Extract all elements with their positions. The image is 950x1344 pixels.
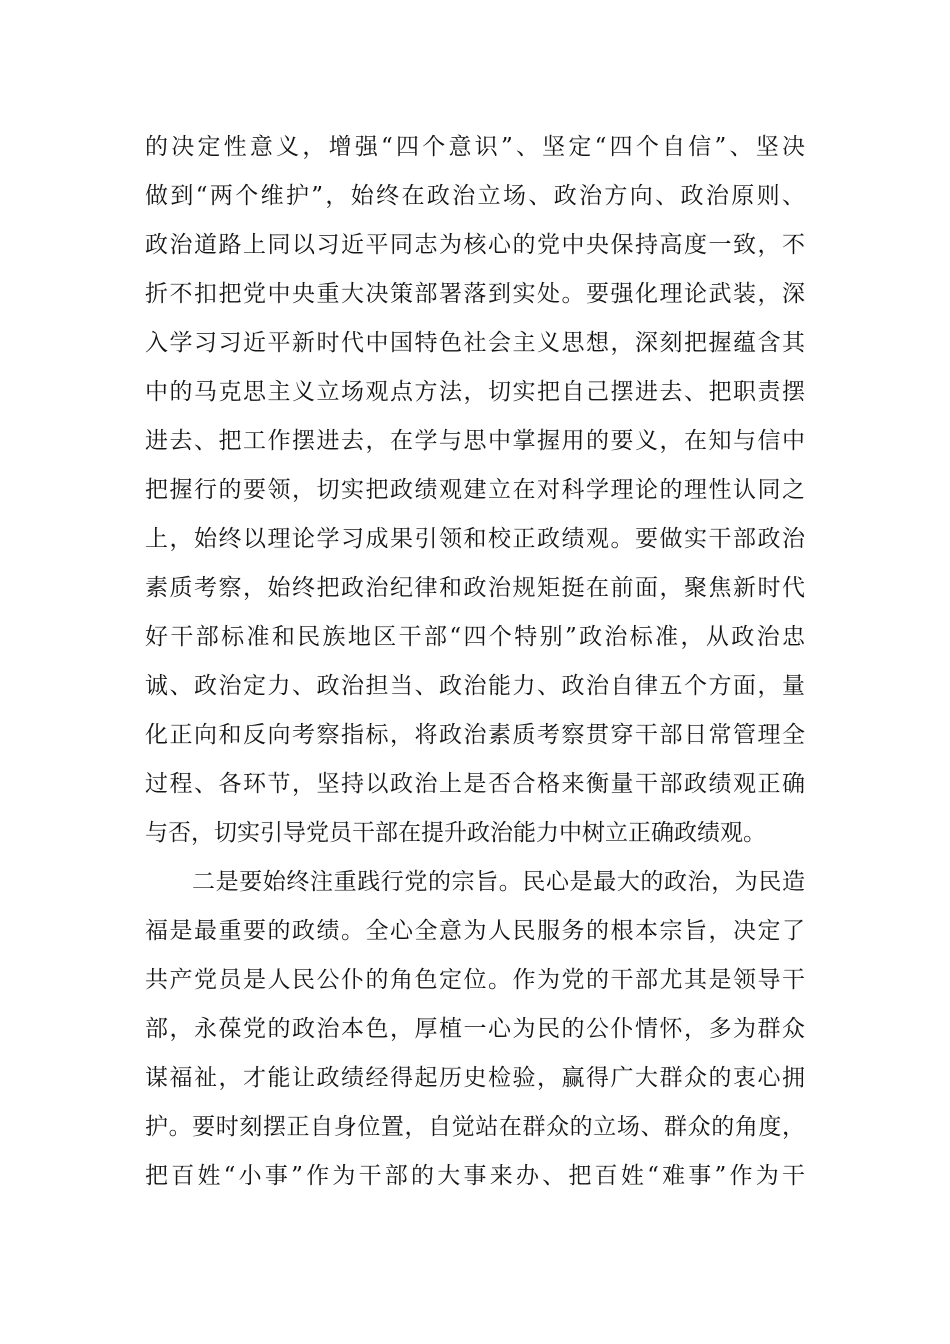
text-line: 好干部标准和民族地区干部“四个特别”政治标准，从政治忠 — [145, 624, 805, 650]
text-line: 诚、政治定力、政治担当、政治能力、政治自律五个方面，量 — [145, 673, 805, 699]
text-line: 与否，切实引导党员干部在提升政治能力中树立正确政绩观。 — [145, 820, 766, 846]
text-line: 化正向和反向考察指标，将政治素质考察贯穿干部日常管理全 — [145, 722, 805, 748]
text-line: 做到“两个维护”，始终在政治立场、政治方向、政治原则、 — [145, 183, 805, 209]
text-line: 的决定性意义，增强“四个意识”、坚定“四个自信”、坚决 — [145, 134, 805, 160]
text-line: 中的马克思主义立场观点方法，切实把自己摆进去、把职责摆 — [145, 379, 805, 405]
text-line: 共产党员是人民公仆的角色定位。作为党的干部尤其是领导干 — [145, 967, 805, 993]
text-line: 把百姓“小事”作为干部的大事来办、把百姓“难事”作为干 — [145, 1163, 805, 1189]
text-line: 谋福祉，才能让政绩经得起历史检验，赢得广大群众的衷心拥 — [145, 1065, 805, 1091]
text-line: 入学习习近平新时代中国特色社会主义思想，深刻把握蕴含其 — [145, 330, 805, 356]
text-line: 把握行的要领，切实把政绩观建立在对科学理论的理性认同之 — [145, 477, 805, 503]
text-line: 政治道路上同以习近平同志为核心的党中央保持高度一致，不 — [145, 232, 805, 258]
text-line: 部，永葆党的政治本色，厚植一心为民的公仆情怀，多为群众 — [145, 1016, 805, 1042]
text-line: 上，始终以理论学习成果引领和校正政绩观。要做实干部政治 — [145, 526, 805, 552]
text-line: 过程、各环节，坚持以政治上是否合格来衡量干部政绩观正确 — [145, 771, 805, 797]
text-line: 护。要时刻摆正自身位置，自觉站在群众的立场、群众的角度， — [145, 1114, 805, 1140]
text-line: 福是最重要的政绩。全心全意为人民服务的根本宗旨，决定了 — [145, 918, 805, 944]
text-line: 折不扣把党中央重大决策部署落到实处。要强化理论武装，深 — [145, 281, 805, 307]
paragraph-first-line: 二是要始终注重践行党的宗旨。民心是最大的政治，为民造 — [192, 869, 805, 895]
text-line: 素质考察，始终把政治纪律和政治规矩挺在前面，聚焦新时代 — [145, 575, 805, 601]
text-line: 进去、把工作摆进去，在学与思中掌握用的要义，在知与信中 — [145, 428, 805, 454]
